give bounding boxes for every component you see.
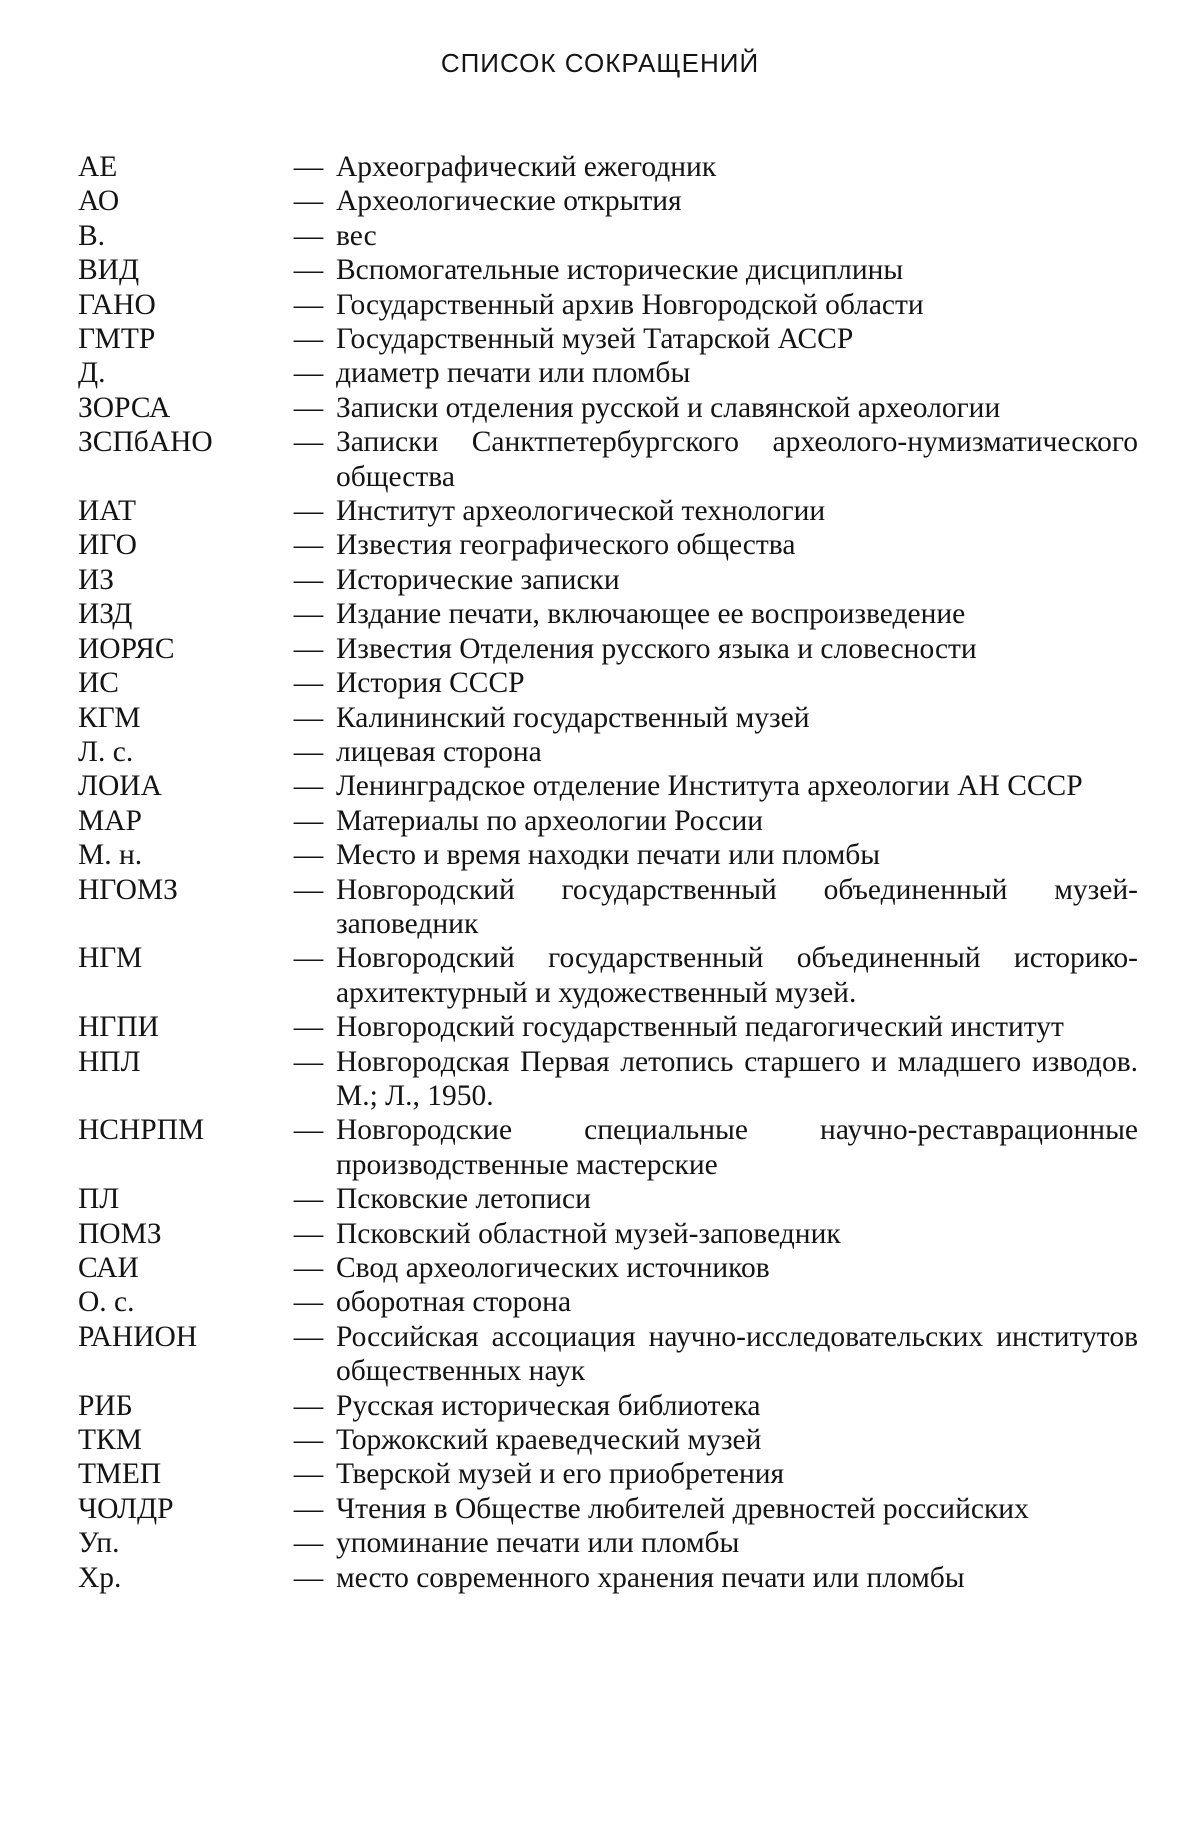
abbreviation: ИС: [78, 667, 119, 700]
definition: Государственный архив Новгородской области: [336, 288, 924, 321]
abbreviation-entry: [78, 528, 1138, 562]
abbreviation-entry: [78, 219, 1138, 253]
definition: Записки Санктпетербургского археолого-нумизматического общества: [336, 426, 1138, 493]
dash-separator: —: [293, 1320, 324, 1353]
definition: вес: [336, 219, 377, 252]
definition: Торжокский краеведческий музей: [336, 1424, 762, 1457]
abbreviation-entry: [78, 184, 1138, 218]
definition: оборотная сторона: [336, 1286, 572, 1319]
definition: диаметр печати или пломбы: [336, 357, 691, 390]
abbreviation: ВИД: [78, 254, 140, 287]
abbreviation: ИОРЯС: [78, 632, 175, 665]
abbreviation-entry: [78, 1113, 1138, 1182]
definition: Известия географического общества: [336, 529, 796, 562]
abbreviation: ТКМ: [78, 1424, 142, 1457]
definition: лицевая сторона: [336, 735, 542, 768]
abbreviation: Уп.: [78, 1527, 120, 1560]
abbreviation: ЗСПбАНО: [78, 426, 213, 459]
abbreviation: ИАТ: [78, 495, 137, 528]
definition: Псковские летописи: [336, 1183, 591, 1216]
abbreviation-entry: [78, 563, 1138, 597]
dash-separator: —: [293, 219, 324, 252]
dash-separator: —: [293, 563, 324, 596]
abbreviation-entry: [78, 838, 1138, 872]
definition: Русская историческая библиотека: [336, 1389, 761, 1422]
definition: место современного хранения печати или пломбы: [336, 1561, 965, 1594]
abbreviation: ПЛ: [78, 1183, 120, 1216]
abbreviation-entry: [78, 391, 1138, 425]
abbreviation: ИЗ: [78, 563, 115, 596]
abbreviation: ИГО: [78, 529, 137, 562]
dash-separator: —: [293, 1389, 324, 1422]
abbreviation-entry: [78, 1320, 1138, 1389]
definition: Новгородская Первая летопись старшего и младшего изводов. М.; Л., 1950.: [336, 1045, 1138, 1112]
abbreviation-entry: [78, 701, 1138, 735]
abbreviation-entry: [78, 1423, 1138, 1457]
abbreviation: КГМ: [78, 701, 141, 734]
abbreviation-entry: [78, 804, 1138, 838]
abbreviation-entry: [78, 1285, 1138, 1319]
abbreviation-entry: [78, 1492, 1138, 1526]
dash-separator: —: [293, 288, 324, 321]
abbreviation: ГМТР: [78, 323, 156, 356]
abbreviation: Д.: [78, 357, 106, 390]
dash-separator: —: [293, 1458, 324, 1491]
abbreviation: НСНРПМ: [78, 1114, 205, 1147]
definition: Археологические открытия: [336, 185, 682, 218]
abbreviation: В.: [78, 219, 106, 252]
abbreviation: НГПИ: [78, 1011, 159, 1044]
abbreviation: НГОМЗ: [78, 873, 178, 906]
definition: Тверской музей и его приобретения: [336, 1458, 785, 1491]
abbreviation: АЕ: [78, 151, 118, 183]
abbreviation-entry: [78, 735, 1138, 769]
definition: Новгородский государственный объединенный музей-заповедник: [336, 873, 1138, 940]
dash-separator: —: [293, 185, 324, 218]
abbreviation-entry: [78, 425, 1138, 494]
abbreviation: РАНИОН: [78, 1320, 198, 1353]
dash-separator: —: [293, 391, 324, 424]
abbreviation: АО: [78, 185, 120, 218]
definition: Вспомогательные исторические дисциплины: [336, 254, 904, 287]
dash-separator: —: [293, 598, 324, 631]
abbreviation: Хр.: [78, 1561, 122, 1594]
dash-separator: —: [293, 1492, 324, 1525]
dash-separator: —: [293, 1114, 324, 1147]
abbreviation: О. с.: [78, 1286, 135, 1319]
dash-separator: —: [293, 839, 324, 872]
abbreviation-entry: [78, 494, 1138, 528]
dash-separator: —: [293, 1561, 324, 1594]
abbreviation-entry: [78, 1251, 1138, 1285]
definition: Место и время находки печати или пломбы: [336, 839, 881, 872]
dash-separator: —: [293, 151, 324, 183]
dash-separator: —: [293, 254, 324, 287]
dash-separator: —: [293, 1527, 324, 1560]
definition: Записки отделения русской и славянской археологии: [336, 391, 1001, 424]
definition: История СССР: [336, 667, 525, 700]
definition: Чтения в Обществе любителей древностей российских: [336, 1492, 1029, 1525]
dash-separator: —: [293, 323, 324, 356]
dash-separator: —: [293, 942, 324, 975]
definition: Свод археологических источников: [336, 1252, 770, 1284]
definition: Государственный музей Татарской АССР: [336, 323, 854, 356]
dash-separator: —: [293, 1252, 324, 1284]
definition: Псковский областной музей-заповедник: [336, 1217, 841, 1250]
abbreviation-entry: [78, 288, 1138, 322]
dash-separator: —: [293, 1424, 324, 1457]
abbreviation: РИБ: [78, 1389, 133, 1422]
definition: Известия Отделения русского языка и словесности: [336, 632, 977, 665]
abbreviation: Л. с.: [78, 735, 134, 768]
definition: Новгородский государственный объединенный историко-архитектурный и художественный музей.: [336, 942, 1138, 1009]
dash-separator: —: [293, 1045, 324, 1078]
abbreviation: ТМЕП: [78, 1458, 162, 1491]
abbreviation-entry: [78, 1045, 1138, 1114]
abbreviation-entry: [78, 632, 1138, 666]
dash-separator: —: [293, 667, 324, 700]
dash-separator: —: [293, 735, 324, 768]
abbreviation: ЗОРСА: [78, 391, 171, 424]
definition: Институт археологической технологии: [336, 495, 826, 528]
abbreviation-entry: [78, 769, 1138, 803]
definition: Ленинградское отделение Института археологии АН СССР: [336, 770, 1083, 803]
abbreviation-entry: [78, 873, 1138, 942]
dash-separator: —: [293, 632, 324, 665]
dash-separator: —: [293, 1183, 324, 1216]
abbreviation: ПОМЗ: [78, 1217, 162, 1250]
abbreviation-entry: [78, 1526, 1138, 1560]
dash-separator: —: [293, 1217, 324, 1250]
abbreviation-entry: [78, 1561, 1138, 1595]
definition: упоминание печати или пломбы: [336, 1527, 740, 1560]
dash-separator: —: [293, 1011, 324, 1044]
dash-separator: —: [293, 529, 324, 562]
definition: Российская ассоциация научно-исследовательских институтов общественных наук: [336, 1320, 1138, 1388]
definition: Археографический ежегодник: [336, 151, 717, 183]
definition: Калининский государственный музей: [336, 701, 810, 734]
dash-separator: —: [293, 1286, 324, 1319]
abbreviation-entry: [78, 666, 1138, 700]
abbreviation-entry: [78, 1217, 1138, 1251]
abbreviation-entry: [78, 356, 1138, 390]
abbreviation: ЛОИА: [78, 770, 162, 803]
abbreviation-entry: [78, 253, 1138, 287]
abbreviation-entry: [78, 322, 1138, 356]
definition: Издание печати, включающее ее воспроизведение: [336, 598, 966, 631]
abbreviation-entry: [78, 1389, 1138, 1423]
abbreviation: ЧОЛДР: [78, 1492, 174, 1525]
abbreviation-entry: [78, 1010, 1138, 1044]
abbreviation-entry: [78, 150, 1138, 184]
page-title: СПИСОК СОКРАЩЕНИЙ: [440, 48, 760, 78]
abbreviation: МАР: [78, 804, 142, 837]
abbreviation-entry: [78, 1182, 1138, 1216]
dash-separator: —: [293, 357, 324, 390]
abbreviation-entry: [78, 1457, 1138, 1491]
dash-separator: —: [293, 426, 324, 459]
definition: Новгородские специальные научно-реставрационные производственные мастерские: [336, 1114, 1138, 1181]
dash-separator: —: [293, 701, 324, 734]
abbreviation: НПЛ: [78, 1045, 141, 1078]
abbreviation: М. н.: [78, 839, 143, 872]
abbreviation-entry: [78, 941, 1138, 1010]
abbreviation: САИ: [78, 1252, 139, 1284]
abbreviation: ГАНО: [78, 288, 156, 321]
definition: Материалы по археологии России: [336, 804, 764, 837]
abbreviation-entry: [78, 597, 1138, 631]
dash-separator: —: [293, 873, 324, 906]
abbreviation-list: [78, 150, 1138, 1595]
abbreviation: ИЗД: [78, 598, 133, 631]
dash-separator: —: [293, 804, 324, 837]
definition: Исторические записки: [336, 563, 620, 596]
definition: Новгородский государственный педагогический институт: [336, 1011, 1064, 1044]
dash-separator: —: [293, 495, 324, 528]
dash-separator: —: [293, 770, 324, 803]
abbreviation: НГМ: [78, 942, 143, 975]
